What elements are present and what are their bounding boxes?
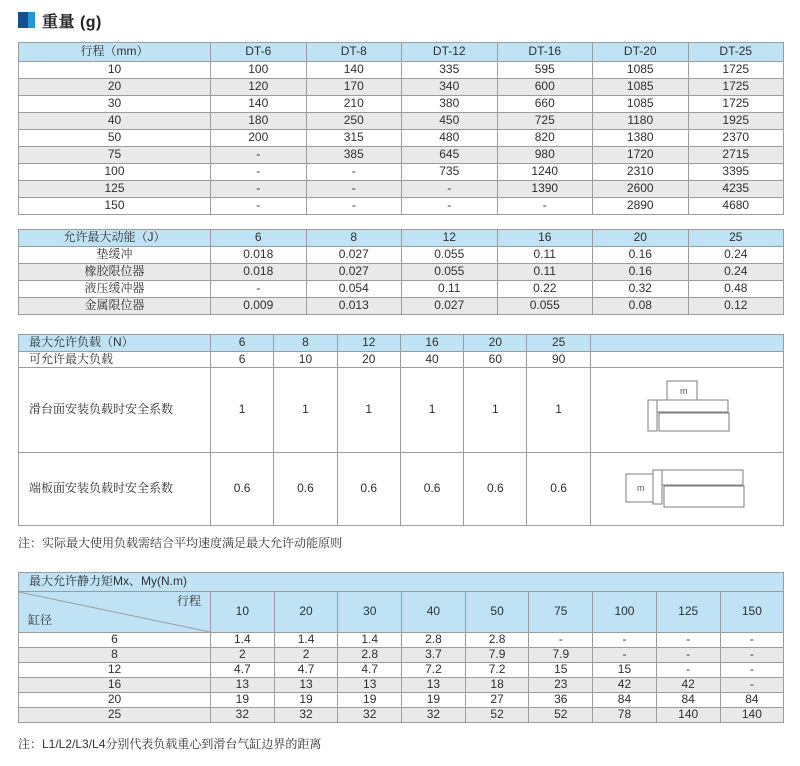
cell: 0.027 — [306, 264, 402, 281]
bullet-dark-square — [18, 12, 28, 28]
cell: 90 — [527, 352, 590, 368]
cell: 150 — [720, 592, 784, 633]
section-title — [18, 10, 783, 30]
cell: 2310 — [593, 164, 689, 181]
load-table-header — [19, 335, 784, 352]
cell: 600 — [497, 79, 593, 96]
cell: 1085 — [593, 96, 689, 113]
cell: - — [720, 648, 784, 663]
corner-label-stroke: 行程 — [176, 594, 201, 608]
cell: 32 — [211, 708, 275, 723]
table-row — [19, 130, 784, 147]
cell: 1725 — [688, 96, 784, 113]
cell: 2890 — [593, 198, 689, 215]
cell: 660 — [497, 96, 593, 113]
note-load-center: 注：L1/L2/L3/L4分别代表负载重心到滑台气缸边界的距离 — [18, 737, 322, 751]
table-row — [19, 708, 784, 723]
cell: 40 — [400, 352, 463, 368]
cell: 行程（mm） — [19, 43, 211, 62]
cell: 4.7 — [274, 663, 338, 678]
cell: 32 — [338, 708, 402, 723]
cell: 980 — [497, 147, 593, 164]
cell: DT-20 — [593, 43, 689, 62]
cell: - — [720, 633, 784, 648]
cell: 385 — [306, 147, 402, 164]
cell: 1 — [337, 368, 400, 453]
cell: 6 — [211, 230, 307, 247]
load-header-label: 最大允许负载（N） — [19, 335, 211, 352]
cell: 1380 — [593, 130, 689, 147]
cell: 13 — [211, 678, 275, 693]
cell: DT-8 — [306, 43, 402, 62]
cell: DT-16 — [497, 43, 593, 62]
cell: - — [211, 281, 307, 298]
cell: 12 — [337, 335, 400, 352]
cell: 橡胶限位器 — [19, 264, 211, 281]
cell: 6 — [211, 335, 274, 352]
cell: - — [720, 663, 784, 678]
cell: - — [529, 633, 593, 648]
cell: 1.4 — [211, 633, 275, 648]
cell: 1725 — [688, 62, 784, 79]
cell: 1.4 — [274, 633, 338, 648]
cell: - — [211, 198, 307, 215]
cell: 0.16 — [593, 264, 689, 281]
cell: 0.055 — [497, 298, 593, 315]
cell: 335 — [402, 62, 498, 79]
cell: 3395 — [688, 164, 784, 181]
moment-table-title: 最大允许静力矩Mx、My(N.m) — [19, 573, 784, 592]
cell: 595 — [497, 62, 593, 79]
cell: 13 — [402, 678, 466, 693]
cell: 1925 — [688, 113, 784, 130]
cell: 6 — [19, 633, 211, 648]
table-row — [19, 264, 784, 281]
cell: 7.2 — [402, 663, 466, 678]
cell: 2370 — [688, 130, 784, 147]
cell: 1240 — [497, 164, 593, 181]
cell: 210 — [306, 96, 402, 113]
cell: 15 — [593, 663, 657, 678]
cell: DT-12 — [402, 43, 498, 62]
weight-table-body — [19, 62, 784, 215]
cell: - — [306, 181, 402, 198]
table-row — [19, 79, 784, 96]
cell: 78 — [593, 708, 657, 723]
cell: 170 — [306, 79, 402, 96]
energy-table-header — [19, 230, 784, 247]
cell: 340 — [402, 79, 498, 96]
table-row — [19, 633, 784, 648]
cell: 140 — [211, 96, 307, 113]
weight-table — [18, 42, 784, 215]
end-plate — [653, 470, 662, 504]
end-plate — [648, 400, 657, 431]
cell: 27 — [465, 693, 529, 708]
cell: 1 — [274, 368, 337, 453]
cell: - — [656, 648, 720, 663]
cell: - — [306, 164, 402, 181]
cell: - — [497, 198, 593, 215]
cell: 12 — [19, 663, 211, 678]
cell: 40 — [19, 113, 211, 130]
cell: 2 — [274, 648, 338, 663]
cell: 40 — [402, 592, 466, 633]
cell: 垫缓冲 — [19, 247, 211, 264]
svg-text:m: m — [636, 483, 645, 493]
cell: 3.7 — [402, 648, 466, 663]
cell: 315 — [306, 130, 402, 147]
cell: 30 — [19, 96, 211, 113]
cell: 19 — [274, 693, 338, 708]
cell: DT-6 — [211, 43, 307, 62]
slide-table-mount-diagram — [590, 368, 783, 453]
slide-table — [662, 470, 743, 485]
cell: 50 — [19, 130, 211, 147]
cell: 1390 — [497, 181, 593, 198]
cell: 1725 — [688, 79, 784, 96]
cell: 0.055 — [402, 247, 498, 264]
cell: 4.7 — [211, 663, 275, 678]
page-title: 重量 (g) — [42, 13, 102, 31]
cell: 0.6 — [211, 453, 274, 526]
cell: 6 — [211, 352, 274, 368]
section-bullet-icon — [18, 12, 35, 28]
cell: 2.8 — [338, 648, 402, 663]
cell: 15 — [529, 663, 593, 678]
cell: 84 — [656, 693, 720, 708]
cell: 100 — [19, 164, 211, 181]
cell: 12 — [402, 230, 498, 247]
cell: 380 — [402, 96, 498, 113]
bullet-light-square — [28, 12, 35, 28]
table-row — [19, 368, 784, 453]
cell: 125 — [656, 592, 720, 633]
cell: 25 — [19, 708, 211, 723]
cell: 0.6 — [400, 453, 463, 526]
cell: 4.7 — [338, 663, 402, 678]
cell: 7.2 — [465, 663, 529, 678]
cell: 100 — [211, 62, 307, 79]
table-row — [19, 164, 784, 181]
cell: 1085 — [593, 79, 689, 96]
cell: - — [593, 648, 657, 663]
table-row — [19, 663, 784, 678]
cell: 250 — [306, 113, 402, 130]
cell: 2715 — [688, 147, 784, 164]
cell: 2.8 — [402, 633, 466, 648]
table-row — [19, 96, 784, 113]
moment-table-header — [19, 592, 784, 633]
cell: 2 — [211, 648, 275, 663]
cell: 23 — [529, 678, 593, 693]
cell: 1 — [527, 368, 590, 453]
cell: 0.6 — [274, 453, 337, 526]
table-row — [19, 678, 784, 693]
cell: - — [306, 198, 402, 215]
max-load-table — [18, 334, 784, 526]
cell: 16 — [497, 230, 593, 247]
note-kinetic-energy: 注：实际最大使用负载需结合平均速度满足最大允许动能原则 — [18, 536, 343, 550]
cell: 0.22 — [497, 281, 593, 298]
cell: 60 — [464, 352, 527, 368]
cell: 0.24 — [688, 264, 784, 281]
slide-table — [657, 400, 728, 412]
table-row — [19, 281, 784, 298]
cell: 4680 — [688, 198, 784, 215]
cell: 19 — [338, 693, 402, 708]
cell: 7.9 — [465, 648, 529, 663]
cell: 735 — [402, 164, 498, 181]
end-plate-mount-diagram — [590, 453, 783, 526]
cell: 13 — [274, 678, 338, 693]
row-label: 滑台面安装负载时安全系数 — [19, 368, 211, 453]
cell: 75 — [529, 592, 593, 633]
cell: 100 — [593, 592, 657, 633]
cell: 允许最大动能（J） — [19, 230, 211, 247]
cell: 140 — [720, 708, 784, 723]
cell: 10 — [274, 352, 337, 368]
cell: 42 — [593, 678, 657, 693]
cell: 1 — [400, 368, 463, 453]
cell: 52 — [465, 708, 529, 723]
table-row — [19, 147, 784, 164]
row-label: 可允许最大负载 — [19, 352, 211, 368]
cylinder-body — [659, 413, 729, 431]
diagonal-header-cell — [19, 592, 211, 633]
cell: - — [656, 663, 720, 678]
cell: 0.11 — [402, 281, 498, 298]
cell: 1180 — [593, 113, 689, 130]
table-row — [19, 648, 784, 663]
cell: 480 — [402, 130, 498, 147]
cell: 20 — [274, 592, 338, 633]
cell: 0.018 — [211, 264, 307, 281]
cell: 8 — [306, 230, 402, 247]
cell: 450 — [402, 113, 498, 130]
cell: 120 — [211, 79, 307, 96]
cell: 725 — [497, 113, 593, 130]
table-row — [19, 181, 784, 198]
cell: 13 — [338, 678, 402, 693]
cell: - — [593, 633, 657, 648]
table-row — [19, 453, 784, 526]
cell: 16 — [19, 678, 211, 693]
table-row — [19, 352, 784, 368]
cell: 42 — [656, 678, 720, 693]
cell: 0.48 — [688, 281, 784, 298]
cell: 645 — [402, 147, 498, 164]
cell: 25 — [527, 335, 590, 352]
cell: 140 — [656, 708, 720, 723]
cell: 金属限位器 — [19, 298, 211, 315]
cell: 1 — [464, 368, 527, 453]
row-label: 端板面安装负载时安全系数 — [19, 453, 211, 526]
cell: 10 — [19, 62, 211, 79]
cell: 30 — [338, 592, 402, 633]
cell: - — [720, 678, 784, 693]
table-row — [19, 113, 784, 130]
cell: 1 — [211, 368, 274, 453]
weight-table-header — [19, 43, 784, 62]
cell: 50 — [465, 592, 529, 633]
cell: - — [402, 198, 498, 215]
cell: 1720 — [593, 147, 689, 164]
cell: 0.24 — [688, 247, 784, 264]
cell: DT-25 — [688, 43, 784, 62]
energy-table-body — [19, 247, 784, 315]
cell: 0.009 — [211, 298, 307, 315]
cell: 0.054 — [306, 281, 402, 298]
cell: 84 — [593, 693, 657, 708]
cell: 1085 — [593, 62, 689, 79]
cell: 0.11 — [497, 247, 593, 264]
cell: 0.12 — [688, 298, 784, 315]
cell: 200 — [211, 130, 307, 147]
cell: 20 — [464, 335, 527, 352]
cell: 1.4 — [338, 633, 402, 648]
cell: 0.018 — [211, 247, 307, 264]
cell: 10 — [211, 592, 275, 633]
cell: 8 — [274, 335, 337, 352]
svg-text:m: m — [679, 386, 688, 396]
cell-empty — [590, 352, 783, 368]
cell: 16 — [400, 335, 463, 352]
moment-table-body — [19, 633, 784, 723]
cell: 25 — [688, 230, 784, 247]
cell: 0.11 — [497, 264, 593, 281]
cell: 0.027 — [402, 298, 498, 315]
table-row — [19, 247, 784, 264]
table-row — [19, 198, 784, 215]
cell: 8 — [19, 648, 211, 663]
table-row — [19, 62, 784, 79]
cell: - — [402, 181, 498, 198]
cell-empty — [590, 335, 783, 352]
cell: 20 — [593, 230, 689, 247]
cell: 140 — [306, 62, 402, 79]
cell: 20 — [19, 79, 211, 96]
cell: 0.08 — [593, 298, 689, 315]
cell: 0.6 — [464, 453, 527, 526]
cell: 820 — [497, 130, 593, 147]
cell: 0.6 — [337, 453, 400, 526]
cell: 0.013 — [306, 298, 402, 315]
cell: 0.6 — [527, 453, 590, 526]
table-row — [19, 298, 784, 315]
cell: 7.9 — [529, 648, 593, 663]
corner-label-bore: 缸径 — [28, 613, 53, 628]
cell: - — [211, 147, 307, 164]
cylinder-body — [664, 486, 744, 507]
cell: 125 — [19, 181, 211, 198]
cell: 2600 — [593, 181, 689, 198]
cell: 32 — [402, 708, 466, 723]
moment-table-title-row — [19, 573, 784, 592]
cell: 20 — [337, 352, 400, 368]
cell: 0.16 — [593, 247, 689, 264]
cell: - — [211, 164, 307, 181]
cell: 18 — [465, 678, 529, 693]
cell: 19 — [402, 693, 466, 708]
cell: - — [211, 181, 307, 198]
cell: 4235 — [688, 181, 784, 198]
cell: 0.32 — [593, 281, 689, 298]
energy-table — [18, 229, 784, 315]
cell: - — [656, 633, 720, 648]
cell: 32 — [274, 708, 338, 723]
cell: 液压缓冲器 — [19, 281, 211, 298]
static-moment-table — [18, 572, 784, 723]
cell: 19 — [211, 693, 275, 708]
cell: 0.027 — [306, 247, 402, 264]
cell: 0.055 — [402, 264, 498, 281]
cell: 180 — [211, 113, 307, 130]
cell: 20 — [19, 693, 211, 708]
cell: 52 — [529, 708, 593, 723]
cell: 75 — [19, 147, 211, 164]
cell: 150 — [19, 198, 211, 215]
cell: 36 — [529, 693, 593, 708]
table-row — [19, 693, 784, 708]
cell: 84 — [720, 693, 784, 708]
cell: 2.8 — [465, 633, 529, 648]
